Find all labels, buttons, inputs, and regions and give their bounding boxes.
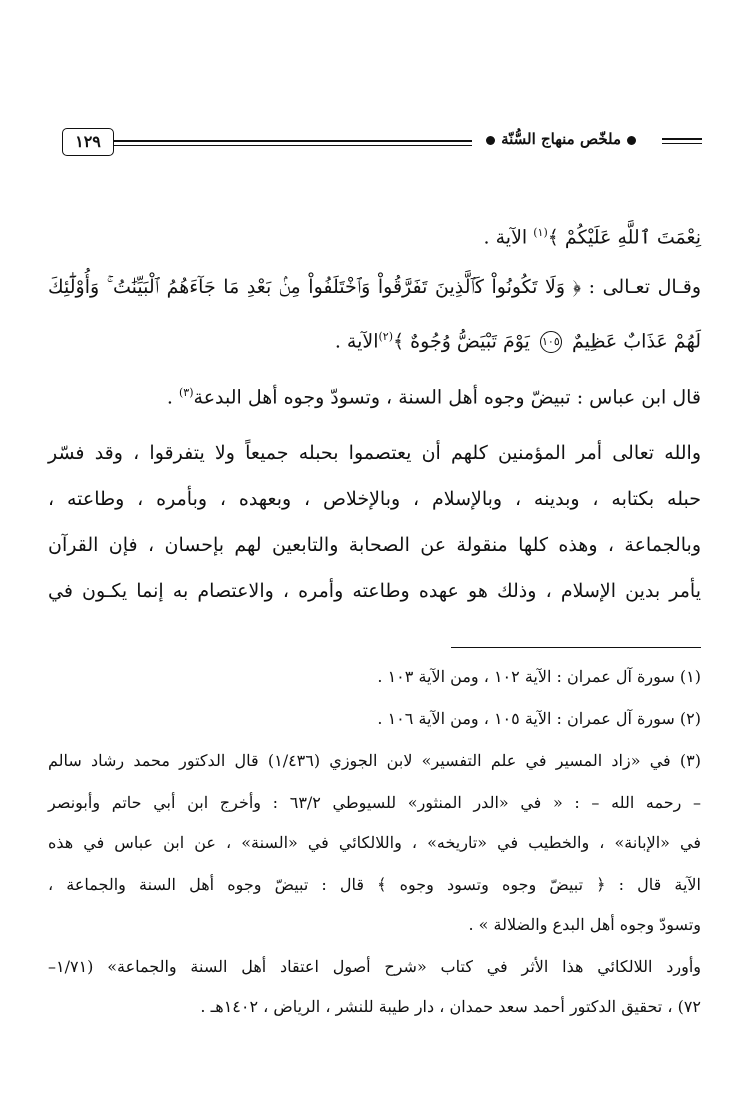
page-number: ١٢٩ — [62, 128, 114, 156]
quran-fragment: لَهُمْ عَذَابٌ عَظِيمٌ — [571, 330, 701, 353]
footnote-3-line-1: (٣) في «زاد المسير في علم التفسير» لابن الجوزي (١/٤٣٦) قال الدكتور محمد رشاد سالم — [48, 751, 702, 770]
body-line-7: وبالجماعة ، وهذه كلها منقولة عن الصحابة والتابعين لهم بإحسان ، فإن القرآن — [48, 534, 701, 556]
running-title-text: ملخّص منهاج السُّنّة — [501, 130, 621, 148]
footnote-ref-1: (١) — [533, 226, 548, 239]
body-line-3 — [335, 322, 701, 356]
header-rule-right — [662, 138, 702, 144]
ayah-number-marker: ١٠٥ — [540, 331, 562, 353]
body-line-5: والله تعالى أمر المؤمنين كلهم أن يعتصموا بحبله جميعاً ولا يتفرقوا ، وقد فسّر — [48, 442, 701, 464]
ibn-abbas-quote: قال ابن عباس : تبيضّ وجوه أهل السنة ، وتسودّ وجوه أهل البدعة — [193, 386, 701, 409]
footnote-ref-3: (٣) — [179, 386, 194, 399]
footnote-separator — [451, 647, 701, 648]
body-line-6: حبله بكتابه ، وبدينه ، وبالإسلام ، وبالإخلاص ، وبعهده ، وبأمره ، وطاعته ، — [48, 488, 701, 510]
ayah-label: الآية . — [483, 226, 528, 249]
footnote-3-line-3: في «الإبانة» ، والخطيب في «تاريخه» ، واللالكائي في «السنة» ، عن ابن عباس في هذه — [48, 833, 701, 852]
footnote-3-line-2: – رحمه الله – : « في «الدر المنثور» للسيوطي ٦٣/٢ : وأخرج ابن أبي حاتم وأبونصر — [48, 793, 702, 812]
quran-fragment: نِعْمَتَ ٱللَّهِ عَلَيْكُمْ ﴾ — [547, 226, 701, 249]
bullet-icon — [627, 136, 636, 145]
quran-fragment: يَوْمَ تَبْيَضُّ وُجُوهٌ ﴾ — [393, 330, 530, 353]
footnote-3-line-5: وتسودّ وجوه أهل البدع والضلالة » . — [468, 915, 701, 934]
footnote-3-line-6: وأورد اللالكائي هذا الأثر في كتاب «شرح أصول اعتقاد أهل السنة والجماعة» (١/٧١– — [48, 957, 701, 976]
body-line-1 — [484, 218, 701, 252]
footnote-2: (٢) سورة آل عمران : الآية ١٠٥ ، ومن الآية ١٠٦ . — [377, 709, 701, 728]
page-header — [62, 128, 702, 158]
body-line-2: وقـال تعـالى : ﴿ وَلَا تَكُونُواْ كَٱلَّذِينَ تَفَرَّقُواْ وَٱخْتَلَفُواْ مِنۢ بَعْدِ مَا جَآءَهُمُ ٱلْبَيِّنَٰتُ ۚ وَأُوْلَٰٓئِكَ — [48, 276, 701, 298]
body-line-8: يأمر بدين الإسلام ، وذلك هو عهده وطاعته وأمره ، والاعتصام به إنما يكـون في — [48, 580, 701, 602]
ayah-label: الآية . — [334, 330, 379, 353]
footnote-3-line-7: ٧٢) ، تحقيق الدكتور أحمد سعد حمدان ، دار طيبة للنشر ، الرياض ، ١٤٠٢هـ . — [200, 997, 701, 1016]
header-rule-middle — [114, 140, 472, 146]
bullet-icon — [486, 136, 495, 145]
body-line-4: قال ابن عباس : تبيضّ وجوه أهل السنة ، وتسودّ وجوه أهل البدعة$^{(٣)}$ . — [166, 386, 701, 409]
footnote-1: (١) سورة آل عمران : الآية ١٠٢ ، ومن الآية ١٠٣ . — [377, 667, 701, 686]
running-title — [480, 130, 642, 148]
footnote-3-line-4: الآية قال : ﴿ تبيضّ وجوه وتسود وجوه ﴾ قال : تبيضّ وجوه أهل السنة والجماعة ، — [48, 875, 701, 894]
footnote-ref-2: (٢) — [378, 330, 393, 343]
